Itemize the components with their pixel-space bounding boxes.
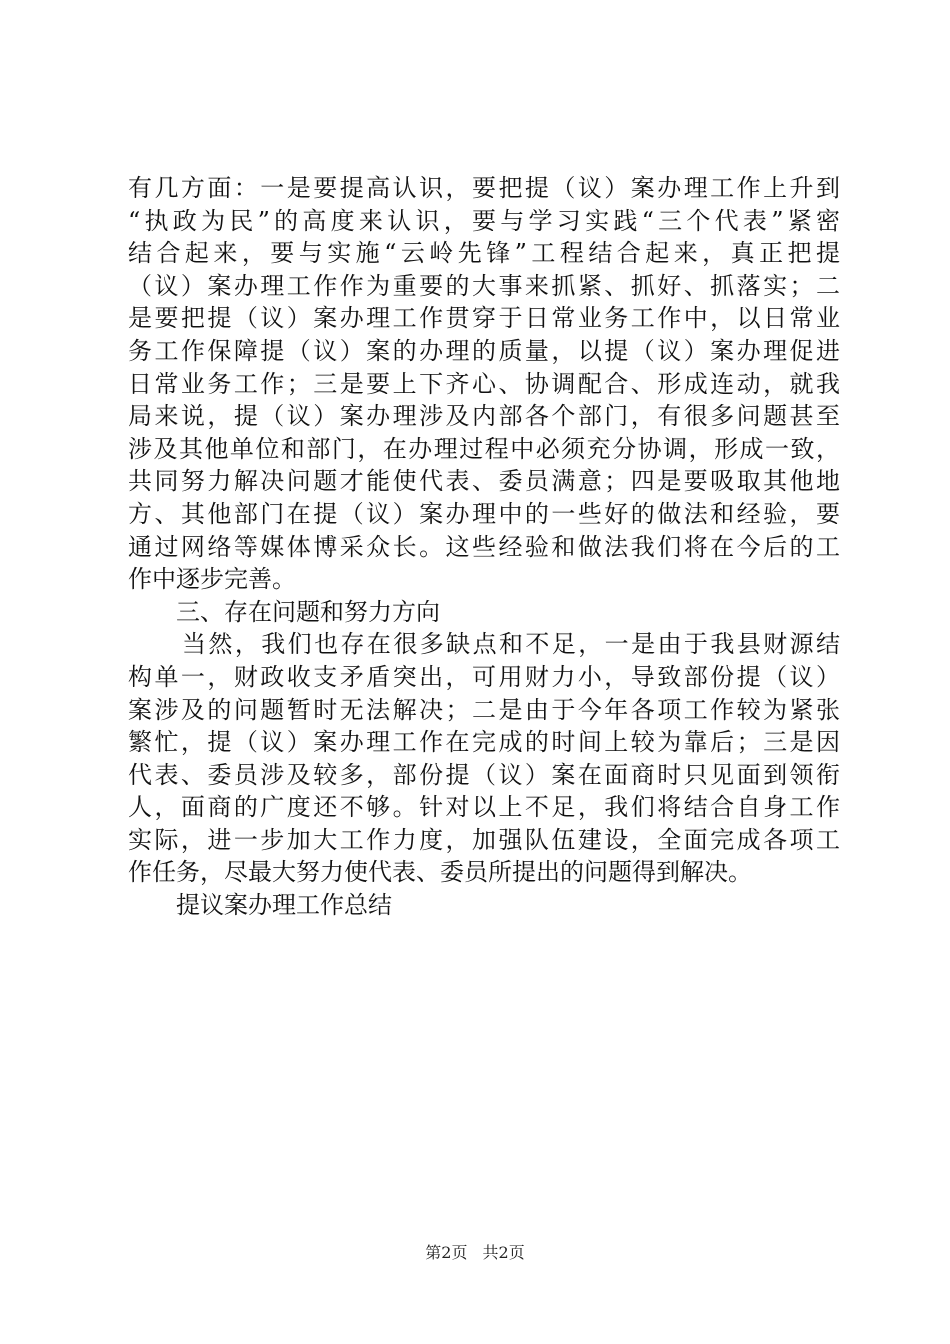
text-line: 人，面商的广度还不够。针对以上不足，我们将结合自身工作 xyxy=(128,793,840,822)
text-line: 作任务，尽最大努力使代表、委员所提出的问题得到解决。 xyxy=(128,858,752,887)
text-line: 当然，我们也存在很多缺点和不足，一是由于我县财源结 xyxy=(182,630,840,659)
text-line: 是要把提（议）案办理工作贯穿于日常业务工作中，以日常业 xyxy=(128,304,840,333)
section-heading: 三、存在问题和努力方向 xyxy=(176,597,440,626)
text-line: 局来说，提（议）案办理涉及内部各个部门，有很多问题甚至 xyxy=(128,402,840,431)
text-line: 繁忙，提（议）案办理工作在完成的时间上较为靠后；三是因 xyxy=(128,728,840,757)
page-total: 共2页 xyxy=(482,1243,525,1262)
text-line: “执政为民”的高度来认识，要与学习实践“三个代表”紧密 xyxy=(128,206,840,235)
text-line: 共同努力解决问题才能使代表、委员满意；四是要吸取其他地 xyxy=(128,467,840,496)
page-footer xyxy=(0,1243,950,1263)
document-body xyxy=(128,172,840,922)
text-line: 方、其他部门在提（议）案办理中的一些好的做法和经验，要 xyxy=(128,499,840,528)
text-line: 作中逐步完善。 xyxy=(128,565,296,594)
text-line: 涉及其他单位和部门，在办理过程中必须充分协调，形成一致， xyxy=(128,434,840,463)
text-line: 通过网络等媒体博采众长。这些经验和做法我们将在今后的工 xyxy=(128,532,840,561)
text-line: 实际，进一步加大工作力度，加强队伍建设，全面完成各项工 xyxy=(128,825,840,854)
page-number: 第2页 xyxy=(425,1243,468,1262)
text-line: 案涉及的问题暂时无法解决；二是由于今年各项工作较为紧张 xyxy=(128,695,840,724)
text-line: 务工作保障提（议）案的办理的质量，以提（议）案办理促进 xyxy=(128,336,840,365)
text-line: （议）案办理工作作为重要的大事来抓紧、抓好、抓落实；二 xyxy=(128,271,840,300)
text-line: 代表、委员涉及较多，部份提（议）案在面商时只见面到领衔 xyxy=(128,760,840,789)
text-line: 有几方面：一是要提高认识，要把提（议）案办理工作上升到 xyxy=(128,174,840,202)
closing-title: 提议案办理工作总结 xyxy=(176,891,392,920)
text-line: 结合起来，要与实施“云岭先锋”工程结合起来，真正把提 xyxy=(128,239,840,268)
text-line: 构单一，财政收支矛盾突出，可用财力小，导致部份提（议） xyxy=(128,662,840,691)
text-line: 日常业务工作；三是要上下齐心、协调配合、形成连动，就我 xyxy=(128,369,840,398)
